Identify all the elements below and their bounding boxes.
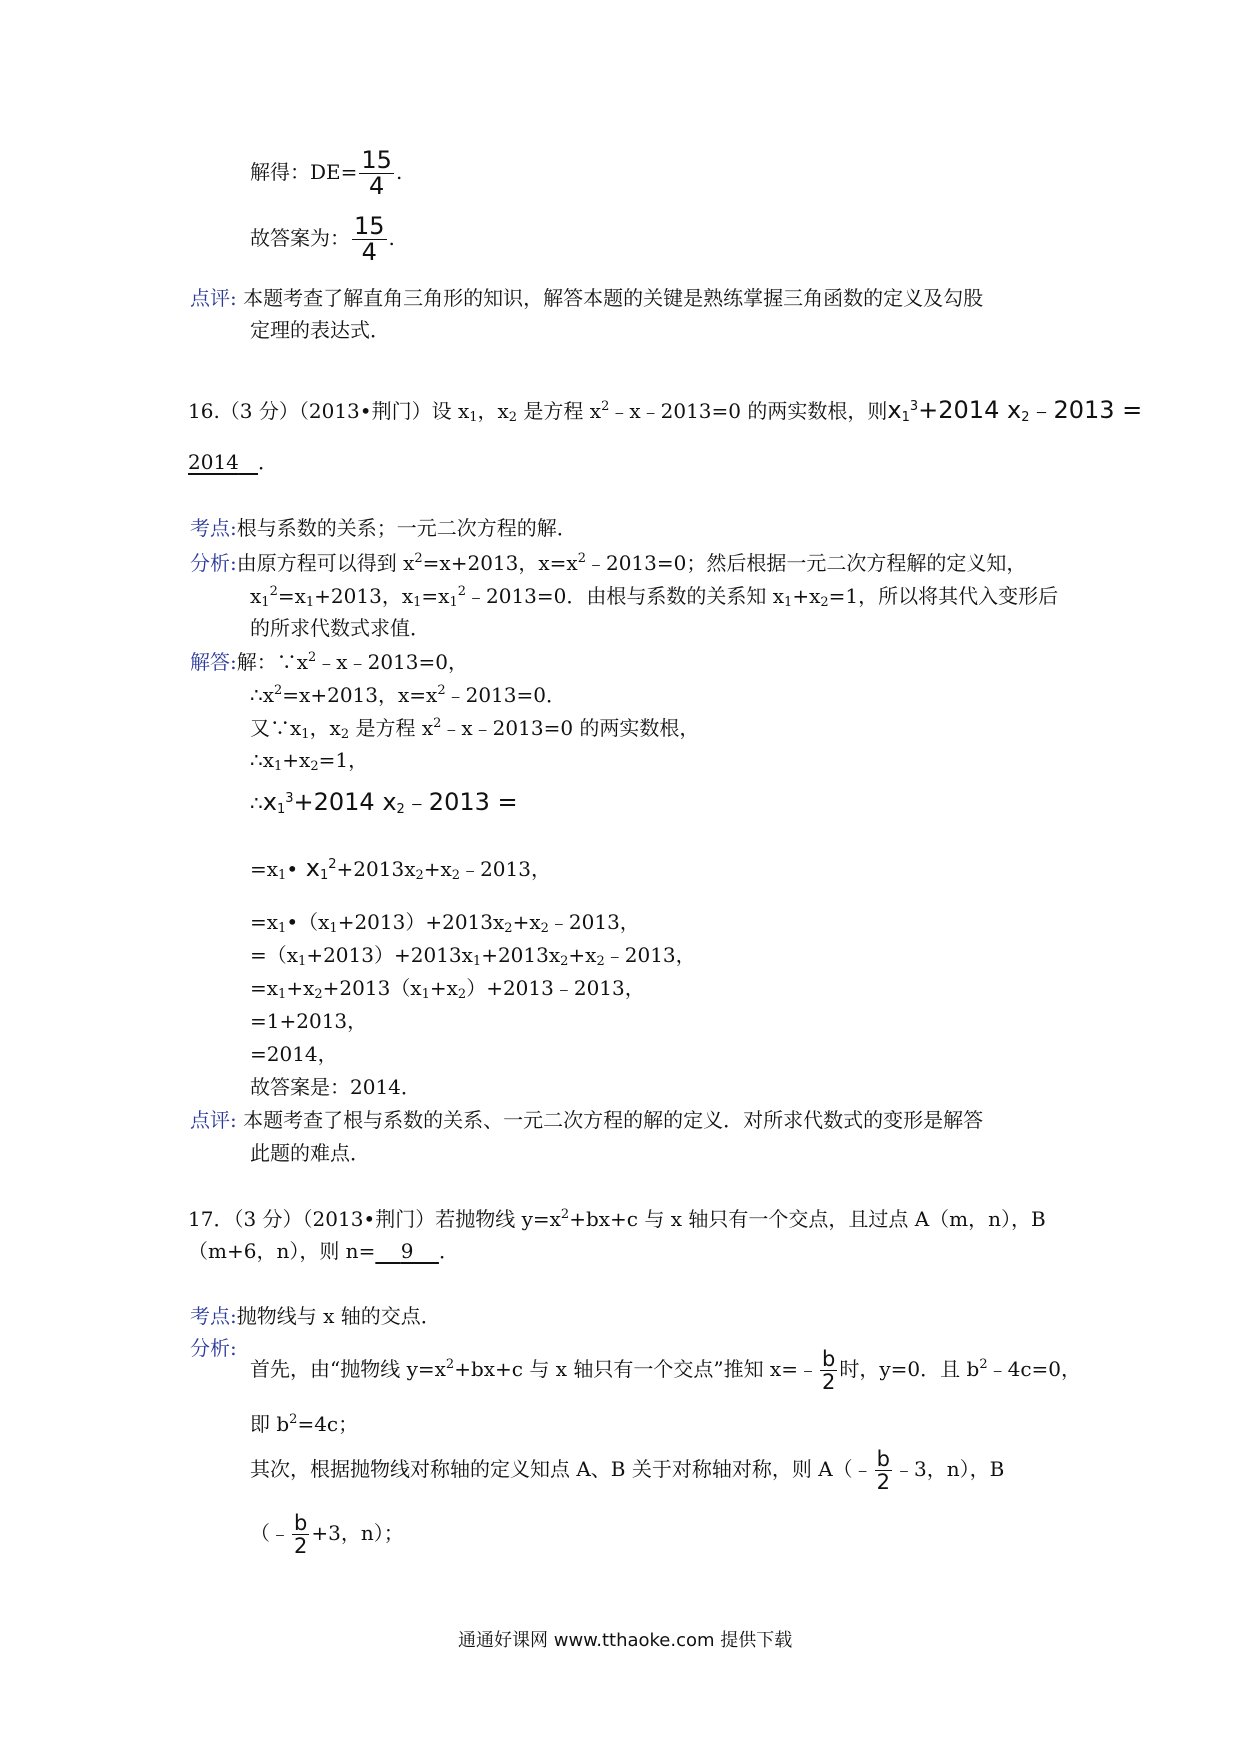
- kaodian-16: 考点:根与系数的关系；一元二次方程的解．: [190, 516, 577, 540]
- jieda-16-line-4: $\therefore x_1+x_2=1$，: [250, 748, 369, 774]
- jieda-16-line-12: 故答案是：2014．: [250, 1075, 421, 1099]
- fraction: $\frac{b}{2}$: [294, 1511, 308, 1559]
- jieda-16-line-10: =1+2013，: [250, 1009, 368, 1033]
- answer-line: 故答案为： $\frac{15}{4}$ .: [250, 212, 395, 267]
- fenxi-16-line-1: 分析:由原方程可以得到 $x^2=x+2013$，$x=x^2﹣2013=0$；然后根据一元二次方程解的定义知，: [190, 551, 1027, 575]
- kaodian-label: 考点:: [190, 1304, 237, 1328]
- jieda-16-line-6: $=x_1•$ $x_1^2+2013x_2+x_2﹣2013$，: [250, 854, 551, 883]
- answer-blank: 2014: [188, 450, 239, 474]
- fenxi-17-line-4: （﹣ $\frac{b}{2}$ +3，n）；: [250, 1511, 404, 1559]
- fenxi-label: 分析:: [190, 551, 237, 575]
- jieda-16-line-1: 解答:解：$\because x^2﹣x﹣2013=0$，: [190, 650, 468, 674]
- solution-line-de: 解得：DE= $\frac{15}{4}$ .: [250, 146, 403, 201]
- fraction: $\frac{b}{2}$: [876, 1447, 891, 1495]
- dianping-16-line-1: 点评: 本题考查了根与系数的关系、一元二次方程的解的定义．对所求代数式的变形是解答: [190, 1108, 984, 1132]
- jieda-16-line-7: $=x_1•(x_1+2013)+2013x_2+x_2﹣2013$，: [250, 910, 640, 936]
- question-16-answer: 2014 ．: [188, 450, 278, 474]
- question-17-stem-1: 17．（3 分）（2013•荆门）若抛物线 $y=x^2+bx+c$ 与 x 轴只有一个交点，且过点 A（m，n），B: [188, 1207, 1046, 1231]
- question-17-stem-2: （m+6，n），则 n= 9 ．: [188, 1239, 459, 1263]
- answer-blank: 9: [400, 1239, 414, 1263]
- dianping-label: 点评:: [190, 1108, 237, 1132]
- kaodian-17: 考点:抛物线与 x 轴的交点．: [190, 1304, 441, 1328]
- jieda-16-line-9: $=x_1+x_2+2013(x_1+x_2)+2013﹣2013$，: [250, 976, 645, 1002]
- fenxi-16-line-3: 的所求代数式求值．: [250, 616, 430, 640]
- fraction: $\frac{15}{4}$: [361, 146, 392, 201]
- jieda-16-line-5: $\therefore x_1^3+2014$ $x_2﹣2013$ =: [250, 788, 518, 817]
- jieda-16-line-11: =2014，: [250, 1042, 338, 1066]
- review-line-1: 点评: 本题考查了解直角三角形的知识，解答本题的关键是熟练掌握三角函数的定义及勾股: [190, 286, 984, 310]
- jieda-label: 解答:: [190, 650, 237, 674]
- kaodian-label: 考点:: [190, 516, 237, 540]
- fenxi-label: 分析:: [190, 1336, 237, 1360]
- fenxi-17-line-1: 首先，由“抛物线 $y=x^2+bx+c$ 与 x 轴只有一个交点”推知 x=﹣ $\frac{b}{2}$ 时，y=0．且 $b^2﹣4c=0$，: [250, 1347, 1082, 1395]
- jieda-16-line-3: 又$\because x_1$，$x_2$ 是方程 $x^2﹣x﹣2013=0$ 的两实数根，: [250, 716, 700, 742]
- fenxi-16-line-2: $x_1^2=x_1+2013$，$x_1=x_1^2﹣2013=0$．由根与系数的关系知 $x_1+x_2=1$，所以将其代入变形后: [250, 584, 1059, 610]
- jieda-16-line-2: $\therefore x^2=x+2013$，$x=x^2﹣2013=0$．: [250, 683, 566, 707]
- footer-credit: 通通好课网 www.tthaoke.com 提供下载: [458, 1630, 793, 1651]
- review-label: 点评:: [190, 286, 237, 310]
- fenxi-17-label: [190, 1338, 237, 1358]
- fraction: $\frac{b}{2}$: [821, 1347, 836, 1395]
- review-line-2: 定理的表达式．: [250, 318, 390, 342]
- dianping-16-line-2: 此题的难点．: [250, 1141, 370, 1165]
- jieda-16-line-8: $=(x_1+2013)+2013x_1+2013x_2+x_2﹣2013$，: [250, 943, 696, 969]
- question-16-stem: 16.（3 分）（2013•荆门）设 $x_1$，$x_2$ 是方程 $x^2﹣x﹣2013=0$ 的两实数根，则$x_1^3+2014$ $x_2﹣2013$ =: [188, 396, 1143, 425]
- fenxi-17-line-2: 即 $b^2=4c$；: [250, 1412, 359, 1436]
- fraction: $\frac{15}{4}$: [354, 212, 385, 267]
- fenxi-17-line-3: 其次，根据抛物线对称轴的定义知点 A、B 关于对称轴对称，则 A（﹣ $\frac{b}{2}$ ﹣3，n），B: [250, 1447, 1005, 1495]
